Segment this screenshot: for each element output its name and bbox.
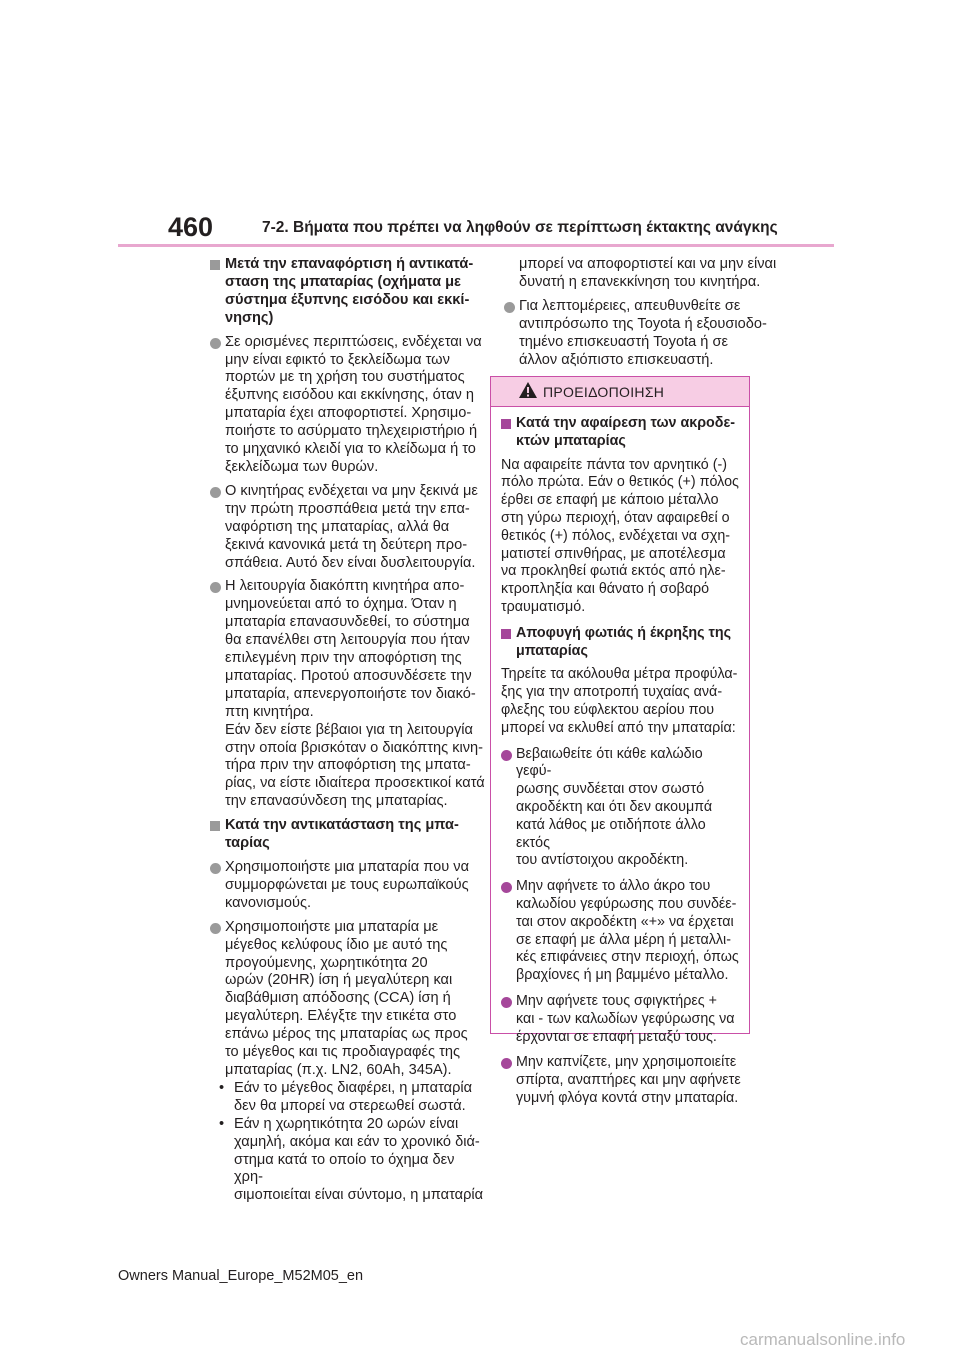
continued-text — [504, 256, 779, 292]
warning-list-item-text: Βεβαιωθείτε ότι κάθε καλώδιο γεφύ- ρωσης συνδέεται στον σωστό ακροδέκτη και ότι δεν ακουμπά κατά λάθος με οτιδήποτε άλλο εκτός του αντίστοιχου ακροδέκτη. — [516, 745, 713, 869]
warning-title: ΠΡΟΕΙΔΟΠΟΙΗΣΗ — [543, 384, 665, 400]
warning-section-heading-text: Αποφυγή φωτιάς ή έκρηξης της μπαταρίας — [516, 624, 732, 659]
warning-paragraph — [501, 457, 741, 617]
list-item-text: Χρησιμοποιήστε μια μπαταρία με μέγεθος κελύφους ίδιο με αυτό της προγούμενης, χωρητικότητα 20 ωρών (20HR) ίση ή μεγαλύτερη και διαβάθμιση απόδοσης (CCA) ίση ή μεγαλύτερη. Ελέγξτε την ετικέτα στο επάνω μέρος της μπαταρίας ως προς το μέγεθος και τις προδιαγραφές της μπαταρίας (π.χ. LN2, 60Ah, 345A). — [225, 918, 468, 1078]
section-heading-after-recharge — [210, 256, 485, 328]
continued-text-body: μπορεί να αποφορτιστεί και να μην είναι δυνατή η επανεκκίνηση του κινητήρα. — [519, 256, 777, 290]
list-item — [210, 334, 485, 477]
warning-body — [491, 407, 749, 1108]
warning-paragraph-text: Τηρείτε τα ακόλουθα μέτρα προφύλα- ξης για την αποτροπή τυχαίας ανά- φλεξης του εύφλεκτου αερίου που μπορεί να εκλυθεί από την μπαταρία: — [501, 666, 738, 736]
list-item-text: Η λειτουργία διακόπτη κινητήρα απο- μνημονεύεται από το όχημα. Όταν η μπαταρία επανασυνδεθεί, το σύστημα θα επανέλθει στη λειτουργία που ήταν επιλεγμένη πριν την αποφόρτιση της μπαταρίας. Προτού αποσυνδέσετε την μπαταρία, απενεργοποιήστε τον διακό- πτη κινητήρα. Εάν δεν είστε βέβαιοι για τη λειτουργία στην οποία βρισκόταν ο διακόπτης κινη- τήρα πριν την αποφόρτιση της μπατα- ρίας, να είστε ιδιαίτερα προσεκτικοί κατά την επανασύνδεση της μπαταρίας. — [225, 578, 485, 810]
list-item — [210, 859, 485, 913]
list-item-text: Χρησιμοποιήστε μια μπαταρία που να συμμορφώνεται με τους ευρωπαϊκούς κανονισμούς. — [225, 859, 470, 911]
watermark: carmanualsonline.info — [740, 1330, 906, 1349]
sub-list-item — [210, 1080, 485, 1116]
sub-list-item — [210, 1116, 485, 1206]
warning-section-heading — [501, 625, 741, 661]
warning-list-item — [501, 878, 741, 985]
sub-list-item-text: • Εάν η χωρητικότητα 20 ωρών είναι χαμηλή, ακόμα και εάν το χρονικό διά- στημα κατά το οποίο το όχημα δεν χρη- σιμοποιείται είναι σύντομο, η μπαταρία — [234, 1115, 484, 1204]
section-heading-text: Μετά την επαναφόρτιση ή αντικατά- σταση της μπαταρίας (οχήματα με σύστημα έξυπνης εισόδου και εκκί- νησης) — [225, 256, 474, 326]
warning-paragraph-text: Να αφαιρείτε πάντα τον αρνητικό (-) πόλο πρώτα. Εάν ο θετικός (+) πόλος έρθει σε επαφή με κάποιο μέταλλο στη γύρω περιοχή, όταν αφαιρεθεί ο θετικός (+) πόλος, ενδέχεται να σχη- ματιστεί σπινθήρας, με αποτέλεσμα να προκληθεί φωτιά εκτός από ηλε- κτροπληξία και θάνατο ή σοβαρό τραυματισμό. — [501, 456, 739, 615]
warning-header — [491, 377, 749, 407]
warning-triangle-icon — [518, 381, 538, 404]
warning-box — [490, 376, 750, 1106]
footer-text: Owners Manual_Europe_M52M05_en — [118, 1268, 364, 1284]
section-heading-replacement — [210, 817, 485, 853]
warning-section-heading-text: Κατά την αφαίρεση των ακροδε- κτών μπαταρίας — [516, 415, 735, 449]
warning-list-item-text: Μην καπνίζετε, μην χρησιμοποιείτε σπίρτα, αναπτήρες και μην αφήνετε γυμνή φλόγα κοντά στην μπαταρία. — [516, 1054, 741, 1106]
list-item-text: Ο κινητήρας ενδέχεται να μην ξεκινά με την πρώτη προσπάθεια μετά την επα- ναφόρτιση της μπαταρίας, αλλά θα ξεκινά κανονικά μετά τη δεύτερη προ- σπάθεια. Αυτό δεν είναι δυσλειτουργία. — [225, 482, 478, 571]
list-item — [210, 578, 485, 811]
warning-list-item — [501, 1054, 741, 1107]
warning-list-item — [501, 746, 741, 871]
warning-paragraph — [501, 666, 741, 737]
warning-list-item — [501, 993, 741, 1046]
warning-list-item-text: Μην αφήνετε τους σφιγκτήρες + και - των καλωδίων γεφύρωσης να έρχονται σε επαφή μεταξύ τους. — [516, 992, 735, 1045]
list-item — [210, 483, 485, 573]
list-item-text: Σε ορισμένες περιπτώσεις, ενδέχεται να μην είναι εφικτό το ξεκλείδωμα των πορτών με τη χρήση του συστήματος έξυπνης εισόδου και εκκίνησης, όταν η μπαταρία έχει αποφορτιστεί. Χρησιμο- ποιήστε το ασύρματο τηλεχειριστήριο ή το μηχανικό κλειδί για το κλείδωμα ή το ξεκλείδωμα των θυρών. — [225, 333, 482, 475]
right-column — [504, 256, 779, 375]
header-divider — [118, 244, 834, 247]
page-number: 460 — [168, 212, 214, 242]
warning-list-item-text: Μην αφήνετε το άλλο άκρο του καλωδίου γεφύρωσης που συνδέε- ται στον ακροδέκτη «+» να έρχεται σε επαφή με άλλα μέρη ή μεταλλι- κές επιφάνειες στην περιοχή, όπως βραχίονες ή μη βαμμένο μέταλλο. — [516, 878, 739, 984]
sub-list-item-text: • Εάν το μέγεθος διαφέρει, η μπαταρία δεν θα μπορεί να στερεωθεί σωστά. — [234, 1079, 473, 1114]
warning-section-heading — [501, 415, 741, 451]
left-column — [210, 256, 485, 1205]
list-item — [210, 919, 485, 1080]
list-item-text: Για λεπτομέρειες, απευθυνθείτε σε αντιπρόσωπο της Toyota ή εξουσιοδο- τημένο επισκευαστή Toyota ή σε άλλον αξιόπιστο επισκευαστή. — [519, 297, 767, 368]
chapter-title: 7-2. Βήματα που πρέπει να ληφθούν σε περίπτωση έκτακτης ανάγκης — [262, 219, 778, 236]
list-item — [504, 298, 779, 370]
section-heading-text: Κατά την αντικατάσταση της μπα- ταρίας — [225, 817, 459, 852]
